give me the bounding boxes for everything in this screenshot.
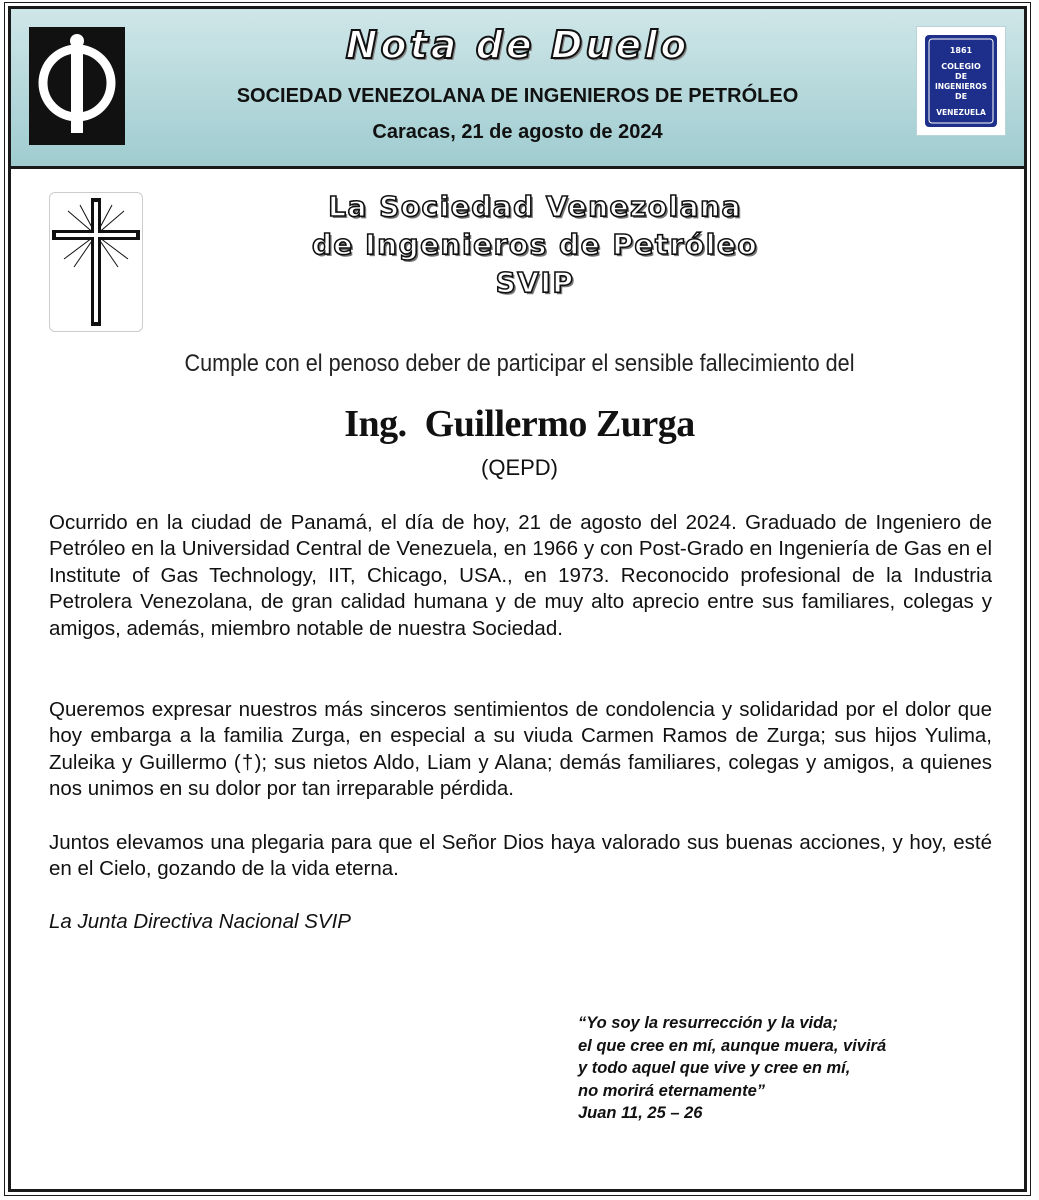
quote-citation: Juan 11, 25 – 26 bbox=[578, 1104, 703, 1122]
colegio-ingenieros-venezuela-logo bbox=[916, 26, 1006, 136]
deceased-prefix: Ing. bbox=[344, 403, 407, 445]
signature: La Junta Directiva Nacional SVIP bbox=[49, 910, 351, 933]
quote-line-1: “Yo soy la resurrección y la vida; bbox=[578, 1014, 838, 1032]
cross-icon bbox=[49, 192, 143, 332]
body-paragraph-3: Juntos elevamos una plegaria para que el Señor Dios haya valorado sus buenas acciones, y hoy, esté en el Cielo, gozando de la vida eterna. bbox=[49, 831, 992, 881]
page-title: Nota de Duelo bbox=[345, 23, 690, 67]
deceased-name bbox=[0, 402, 1039, 446]
society-heading bbox=[150, 188, 920, 302]
svg-text:DE: DE bbox=[954, 72, 968, 81]
date-line: Caracas, 21 de agosto de 2024 bbox=[372, 121, 663, 143]
body-paragraph-1: Ocurrido en la ciudad de Panamá, el día de hoy, 21 de agosto del 2024. Graduado de Ingeniero de Petróleo en la Universidad Central de Venezuela, en 1966 y con Post-Grado en Ingeniería de Gas en el Institute of Gas Technology, IIT, Chicago, USA., en 1973. Reconocido profesional de la Industria Petrolera Venezolana, de gran calidad humana y de muy alto aprecio entre sus familiares, colegas y amigos, además, miembro notable de nuestra Sociedad. bbox=[49, 511, 992, 640]
society-line-2: de Ingenieros de Petróleo bbox=[311, 228, 759, 261]
svg-text:COLEGIO: COLEGIO bbox=[941, 62, 981, 71]
deceased-full-name: Guillermo Zurga bbox=[424, 403, 695, 445]
bible-quote bbox=[578, 1012, 998, 1125]
society-line-1: La Sociedad Venezolana bbox=[328, 190, 742, 223]
svg-text:INGENIEROS: INGENIEROS bbox=[934, 82, 988, 91]
logo-year: 1861 bbox=[949, 46, 973, 55]
header-banner bbox=[11, 9, 1024, 169]
body-paragraph-2: Queremos expresar nuestros más sinceros sentimientos de condolencia y solidaridad por el dolor que hoy embarga a la familia Zurga, en especial a su viuda Carmen Ramos de Zurga; sus hijos Yulima, Zuleika y Guillermo (†); sus nietos Aldo, Liam y Alana; demás familiares, colegas y amigos, a quienes nos unimos en su dolor por tan irreparable pérdida. bbox=[49, 698, 992, 801]
announcement-text: Cumple con el penoso deber de participar el sensible fallecimiento del bbox=[184, 350, 855, 377]
quote-line-4: no morirá eternamente” bbox=[578, 1081, 766, 1100]
svg-text:VENEZUELA: VENEZUELA bbox=[936, 108, 986, 117]
svg-text:DE: DE bbox=[954, 92, 968, 101]
quote-line-3: y todo aquel que vive y cree en mí, bbox=[578, 1059, 851, 1077]
deceased-suffix: (QEPD) bbox=[481, 455, 558, 480]
organization-name: SOCIEDAD VENEZOLANA DE INGENIEROS DE PETRÓLEO bbox=[236, 85, 799, 107]
quote-line-2: el que cree en mí, aunque muera, vivirá bbox=[578, 1036, 887, 1055]
society-line-3: SVIP bbox=[495, 266, 575, 299]
